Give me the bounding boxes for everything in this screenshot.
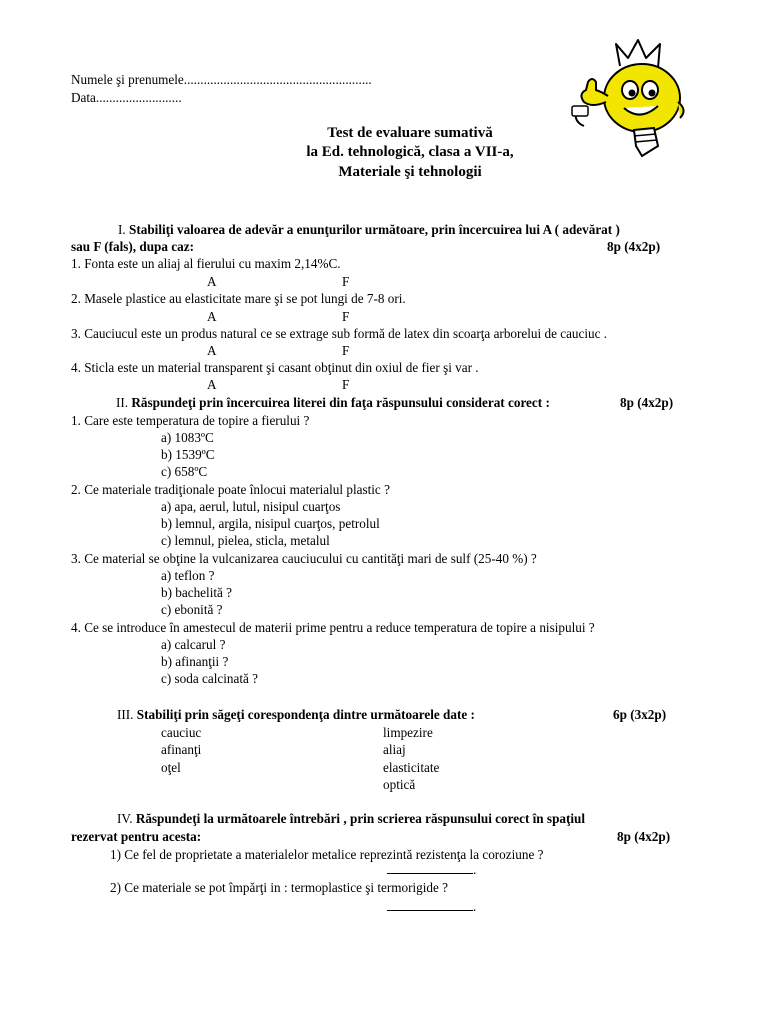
match-left-item[interactable]: afinanţi bbox=[161, 742, 202, 757]
option-a[interactable]: a) 1083ºC bbox=[161, 430, 214, 445]
match-left-item[interactable]: cauciuc bbox=[161, 725, 202, 740]
answer-blank-2[interactable] bbox=[387, 898, 476, 915]
section4-instruction-text: Răspundeţi la următoarele întrebări , prin scrierea răspunsului corect în spaţiul bbox=[135, 811, 586, 826]
option-b[interactable]: b) lemnul, argila, nisipul cuarţos, petrolul bbox=[161, 516, 380, 531]
section1-item-4: 4. Sticla este un material transparent şi casant obţinut din oxiul de fier şi var . bbox=[71, 360, 479, 375]
match-right-item[interactable]: limpezire bbox=[383, 725, 433, 740]
option-c[interactable]: c) lemnul, pielea, sticla, metalul bbox=[161, 533, 330, 548]
answer-f-option[interactable]: F bbox=[342, 377, 350, 392]
answer-underline bbox=[387, 861, 473, 874]
section2-instruction-text: Răspundeţi prin încercuirea literei din faţa răspunsului considerat corect : bbox=[131, 395, 550, 410]
section4-numeral: IV. bbox=[117, 811, 133, 826]
section1-instruction-line1 bbox=[118, 222, 620, 238]
section2-question-4: 4. Ce se introduce în amestecul de materii prime pentru a reduce temperatura de topire a nisipului ? bbox=[71, 620, 595, 635]
title-line-2: la Ed. tehnologică, clasa a VII-a, bbox=[306, 144, 514, 160]
answer-a-option[interactable]: A bbox=[207, 309, 217, 324]
option-c[interactable]: c) ebonită ? bbox=[161, 602, 223, 617]
option-c[interactable]: c) soda calcinată ? bbox=[161, 671, 259, 686]
answer-a-option[interactable]: A bbox=[207, 274, 217, 289]
match-left-item[interactable]: oţel bbox=[161, 760, 181, 775]
option-a[interactable]: a) teflon ? bbox=[161, 568, 215, 583]
section4-instruction-line1 bbox=[117, 811, 585, 827]
option-b[interactable]: b) bachelită ? bbox=[161, 585, 233, 600]
blank-period: . bbox=[473, 862, 477, 877]
name-field-line: Numele şi prenumele......................................................... bbox=[71, 72, 372, 87]
section4-points: 8p (4x2p) bbox=[617, 829, 671, 844]
section1-numeral: I. bbox=[118, 222, 126, 237]
section2-question-2: 2. Ce materiale tradiţionale poate înlocui materialul plastic ? bbox=[71, 482, 390, 497]
section1-item-3: 3. Cauciucul este un produs natural ce se extrage sub formă de latex din scoarţa arborelui de cauciuc . bbox=[71, 326, 608, 341]
section4-question-1: 1) Ce fel de proprietate a materialelor metalice reprezintă rezistenţa la coroziune ? bbox=[110, 847, 544, 862]
match-right-item[interactable]: elasticitate bbox=[383, 760, 440, 775]
section1-instruction-text: Stabiliţi valoarea de adevăr a enunţurilor următoare, prin încercuirea lui A ( adevărat ) bbox=[129, 222, 620, 237]
section2-question-3: 3. Ce material se obţine la vulcanizarea cauciucului cu cantităţi mari de sulf (25-40 %) ? bbox=[71, 551, 537, 566]
answer-f-option[interactable]: F bbox=[342, 274, 350, 289]
section2-question-1: 1. Care este temperatura de topire a fierului ? bbox=[71, 413, 310, 428]
section1-instruction-line2: sau F (fals), dupa caz: bbox=[71, 239, 194, 254]
option-a[interactable]: a) apa, aerul, lutul, nisipul cuarţos bbox=[161, 499, 341, 514]
section4-instruction-line2: rezervat pentru acesta: bbox=[71, 829, 202, 844]
section3-instruction-text: Stabiliţi prin săgeţi corespondenţa dintre următoarele date : bbox=[136, 707, 475, 722]
answer-a-option[interactable]: A bbox=[207, 377, 217, 392]
answer-f-option[interactable]: F bbox=[342, 309, 350, 324]
title-line-1: Test de evaluare sumativă bbox=[327, 125, 493, 141]
title-line-3: Materiale şi tehnologii bbox=[338, 164, 482, 180]
section2-points: 8p (4x2p) bbox=[620, 395, 674, 410]
option-b[interactable]: b) 1539ºC bbox=[161, 447, 215, 462]
blank-period: . bbox=[473, 899, 477, 914]
answer-underline bbox=[387, 898, 473, 911]
section1-item-2: 2. Masele plastice au elasticitate mare şi se pot lungi de 7-8 ori. bbox=[71, 291, 406, 306]
section1-points: 8p (4x2p) bbox=[607, 239, 661, 254]
date-field-line: Data.......................... bbox=[71, 90, 182, 105]
option-b[interactable]: b) afinanţii ? bbox=[161, 654, 229, 669]
section3-numeral: III. bbox=[117, 707, 134, 722]
section2-instruction bbox=[116, 395, 550, 411]
section3-points: 6p (3x2p) bbox=[613, 707, 667, 722]
option-c[interactable]: c) 658ºC bbox=[161, 464, 208, 479]
section1-item-1: 1. Fonta este un aliaj al fierului cu maxim 2,14%C. bbox=[71, 256, 341, 271]
section3-instruction bbox=[117, 707, 475, 723]
match-right-item[interactable]: optică bbox=[383, 777, 416, 792]
answer-f-option[interactable]: F bbox=[342, 343, 350, 358]
section4-question-2: 2) Ce materiale se pot împărţi in : termoplastice şi termorigide ? bbox=[110, 880, 449, 895]
option-a[interactable]: a) calcarul ? bbox=[161, 637, 226, 652]
answer-blank-1[interactable] bbox=[387, 861, 476, 878]
match-right-item[interactable]: aliaj bbox=[383, 742, 406, 757]
answer-a-option[interactable]: A bbox=[207, 343, 217, 358]
section2-numeral: II. bbox=[116, 395, 129, 410]
